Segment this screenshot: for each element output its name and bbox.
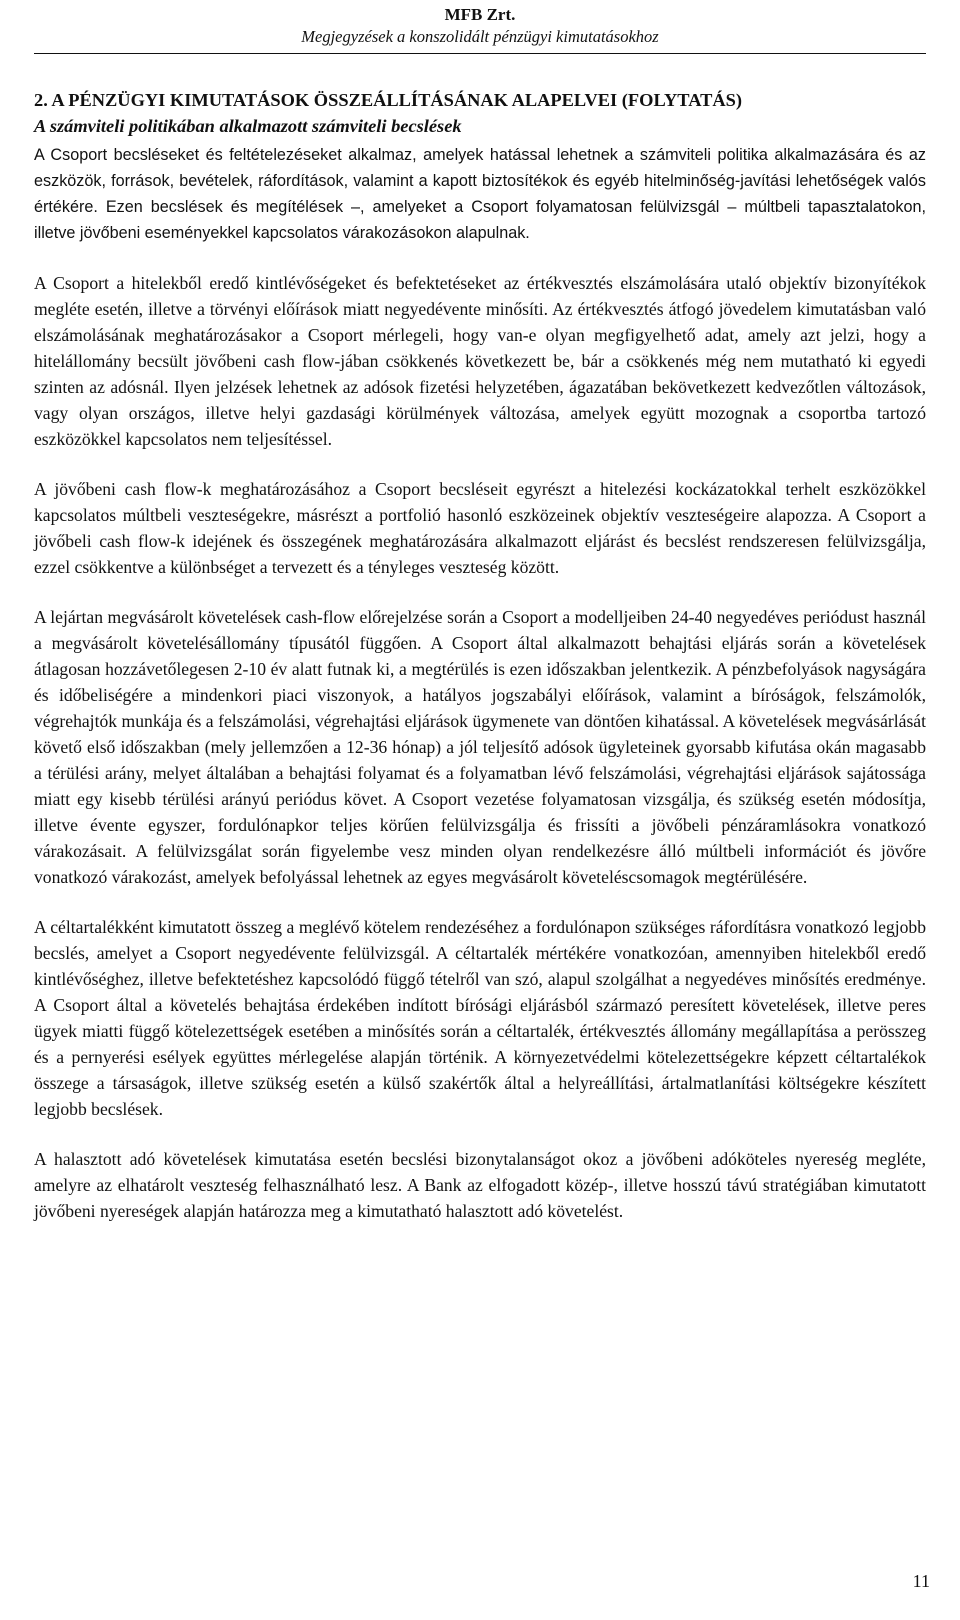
paragraph-deferred-tax: A halasztott adó követelések kimutatása esetén becslési bizonytalanságot okoz a jövőbeni adóköteles nyereség megléte, amelyre az elhatárolt veszteség felhasználható lesz. A Bank az elfogadott közép-, illetve hosszú távú stratégiában kimutatott jövőbeni nyereségek alapján határozza meg a kimutatható halasztott adó követelést. (34, 1149, 926, 1221)
header-divider (34, 53, 926, 54)
paragraph-purchased-receivables: A lejártan megvásárolt követelések cash-flow előrejelzése során a Csoport a modelljeiben 24-40 negyedéves periódust használ a megvásárolt követelésállomány típusától függően. A Csoport által alkalmazott behajtási eljárás során a követelések átlagosan hozzávetőlegesen 2-10 év alatt futnak ki, a megtérülés is ezen időszakban jelentkezik. A pénzbefolyások nagyságára és időbeliségére a mindenkori piaci viszonyok, a hatályos jogszabályi előírások, valamint a bíróságok, felszámolók, végrehajtók munkája és a felszámolási, végrehajtási eljárások ügymenete van döntően kihatással. A követelések megvásárlását követő első időszakban (mely jellemzően a 12-36 hónap) a jól teljesítő adósok ügyleteinek gyorsabb kifutása okán magasabb a térülési arány, melyet általában a behajtási folyamat és a folyamatban lévő felszámolási, végrehajtási eljárások sajátossága miatt egy kisebb térülési arányú periódus követ. A Csoport vezetése folyamatosan vizsgálja, és szükség esetén módosítja, illetve évente egyszer, fordulónapkor teljes körűen felülvizsgálja és frissíti a jövőbeli pénzáramlásokra vonatkozó várakozásait. A felülvizsgálat során figyelembe vesz minden olyan rendelkezésre álló múltbeli információt és jövőre vonatkozó várakozást, amelyek befolyással lehetnek az egyes megvásárolt követeléscsomagok megtérülésére. (34, 607, 926, 887)
document-body (34, 87, 926, 1248)
company-name: MFB Zrt. (444, 5, 516, 24)
paragraph-estimates-intro: A Csoport becsléseket és feltételezéseket alkalmaz, amelyek hatással lehetnek a számviteli politika alkalmazására és az eszközök, források, bevételek, ráfordítások, valamint a kapott biztosítékok és egyéb hitelminőség-javítási lehetőségek valós értékére. Ezen becslések és megítélések –, amelyeket a Csoport folyamatosan felülvizsgál – múltbeli tapasztalatokon, illetve jövőbeni eseményekkel kapcsolatos várakozásokon alapulnak. (34, 146, 926, 242)
paragraph-cash-flow: A jövőbeni cash flow-k meghatározásához a Csoport becsléseit egyrészt a hitelezési kockázatokkal terhelt eszközökkel kapcsolatos múltbeli veszteségekre, másrészt a portfolió hasonló eszközeinek objektív veszteségeire alapozza. A Csoport a jövőbeli cash flow-k idejének és összegének meghatározására alkalmazott eljárást és becslést rendszeresen felülvizsgálja, ezzel csökkentve a különbséget a tervezett és a tényleges veszteség között. (34, 479, 926, 577)
page-number: 11 (912, 1571, 930, 1591)
paragraph-provisions: A céltartalékként kimutatott összeg a meglévő kötelem rendezéséhez a fordulónapon szükséges ráfordításra vonatkozó legjobb becslés, amelyet a Csoport negyedévente felülvizsgál. A céltartalék mértékére vonatkozóan, amennyiben hitelekből eredő kintlévőséghez, illetve befektetéshez kapcsolódó függő tételről van szó, alapul szolgálhat a negyedéves minősítés eredménye. A Csoport által a követelés behajtása érdekében indított bírósági eljárásból származó peresített követelések, illetve peres ügyek miatti függő kötelezettségek esetében a minősítés során a céltartalék, értékvesztés állomány megállapítása a perösszeg és a pernyerési esélyek együttes mérlegelése alapján történik. A környezetvédelmi kötelezettségekre képzett céltartalékok összege a társaságok, illetve szükség esetén a külső szakértők által a helyreállítási, ártalmatlanítási költségekre készített legjobb becslések. (34, 917, 926, 1119)
subsection-title: A számviteli politikában alkalmazott számviteli becslések (34, 116, 462, 136)
header-subtitle: Megjegyzések a konszolidált pénzügyi kimutatásokhoz (301, 27, 659, 46)
paragraph-impairment: A Csoport a hitelekből eredő kintlévőségeket és befektetéseket az értékvesztés elszámolására utaló objektív bizonyítékok megléte esetén, illetve a törvényi előírások miatt negyedévente minősíti. Az értékvesztés átfogó jövedelem kimutatásban való elszámolásának meghatározásakor a Csoport mérlegeli, hogy van-e olyan megfigyelhető adat, amely azt jelzi, hogy a hitelállomány becsült jövőbeni cash flow-jában csökkenés következett be, bár a csökkenés még nem mutatható ki egyedi szinten az adósnál. Ilyen jelzések lehetnek az adósok fizetési helyzetében, ágazatában bekövetkezett kedvezőtlen változások, vagy olyan országos, illetve helyi gazdasági körülmények változása, amelyek együtt mozognak a csoportba tartozó eszközökkel kapcsolatos nem teljesítéssel. (34, 273, 926, 449)
page-header (0, 4, 960, 48)
section-title: 2. A PÉNZÜGYI KIMUTATÁSOK ÖSSZEÁLLÍTÁSÁNAK ALAPELVEI (FOLYTATÁS) (34, 90, 743, 110)
